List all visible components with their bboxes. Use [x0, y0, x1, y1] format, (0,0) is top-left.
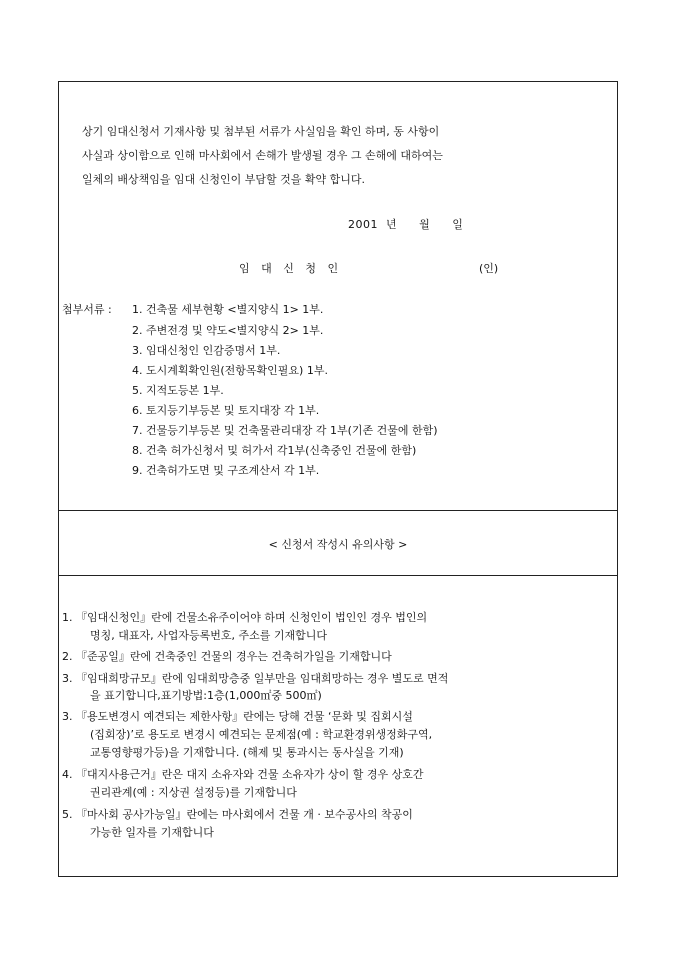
section-divider	[59, 510, 617, 511]
seal-mark: (인)	[479, 262, 499, 275]
pledge-line: 일체의 배상책임을 임대 신청인이 부담할 것을 확약 합니다.	[82, 173, 365, 186]
attachment-item: 1. 건축물 세부현황 <별지양식 1> 1부.	[132, 303, 324, 316]
signature-date	[348, 218, 477, 232]
notice-item: 5. 『마사회 공사가능일』란에는 마사회에서 건물 개 · 보수공사의 착공이	[62, 808, 413, 821]
notice-item: 3. 『임대희망규모』란에 임대희망층중 일부만을 임대희망하는 경우 별도로 면적	[62, 672, 449, 685]
attachment-item: 5. 지적도등본 1부.	[132, 384, 224, 397]
attachments-heading: 첨부서류 :	[62, 303, 112, 316]
attachment-item: 6. 토지등기부등본 및 토지대장 각 1부.	[132, 404, 320, 417]
notice-item: 1. 『임대신청인』란에 건물소유주이어야 하며 신청인이 법인인 경우 법인의	[62, 611, 428, 624]
date-day: 일	[452, 218, 464, 231]
date-month: 월	[419, 218, 431, 231]
applicant-label: 임 대 신 청 인	[239, 262, 343, 275]
notice-item: 3. 『용도변경시 예견되는 제한사항』란에는 당해 건물 ‘문화 및 집회시설	[62, 710, 413, 723]
date-year: 2001 년	[348, 218, 398, 231]
attachment-item: 9. 건축허가도면 및 구조계산서 각 1부.	[132, 464, 320, 477]
notice-item-continuation: 가능한 일자를 기재합니다	[90, 826, 214, 839]
notice-item-continuation: 명칭, 대표자, 사업자등록번호, 주소를 기재합니다	[90, 629, 327, 642]
notice-item-continuation: 교통영향평가등)을 기재합니다. (해제 및 통과시는 동사실을 기재)	[90, 746, 404, 759]
attachment-item: 4. 도시계획확인원(전항목확인필요) 1부.	[132, 364, 328, 377]
attachment-item: 3. 임대신청인 인감증명서 1부.	[132, 344, 281, 357]
notice-item: 2. 『준공일』란에 건축중인 건물의 경우는 건축허가일을 기재합니다	[62, 650, 392, 663]
notice-item: 4. 『대지사용근거』란은 대지 소유자와 건물 소유자가 상이 할 경우 상호간	[62, 768, 424, 781]
notice-item-continuation: 권리관계(예 : 지상권 설정등)를 기재합니다	[90, 786, 297, 799]
attachment-item: 8. 건축 허가신청서 및 허가서 각1부(신축중인 건물에 한함)	[132, 444, 417, 457]
notice-item-continuation: 을 표기합니다,표기방법:1층(1,000㎡중 500㎡)	[90, 689, 322, 702]
attachment-item: 7. 건물등기부등본 및 건축물관리대장 각 1부(기존 건물에 한함)	[132, 424, 438, 437]
notice-title: < 신청서 작성시 유의사항 >	[268, 538, 408, 551]
application-form-frame	[58, 81, 618, 877]
pledge-line: 상기 임대신청서 기재사항 및 첨부된 서류가 사실임을 확인 하며, 동 사항이	[82, 125, 440, 138]
section-divider	[59, 575, 617, 576]
notice-item-continuation: (집회장)’로 용도로 변경시 예견되는 문제점(예 : 학교환경위생정화구역,	[90, 728, 433, 741]
attachment-item: 2. 주변전경 및 약도<별지양식 2> 1부.	[132, 324, 324, 337]
pledge-line: 사실과 상이함으로 인해 마사회에서 손해가 발생될 경우 그 손해에 대하여는	[82, 149, 443, 162]
